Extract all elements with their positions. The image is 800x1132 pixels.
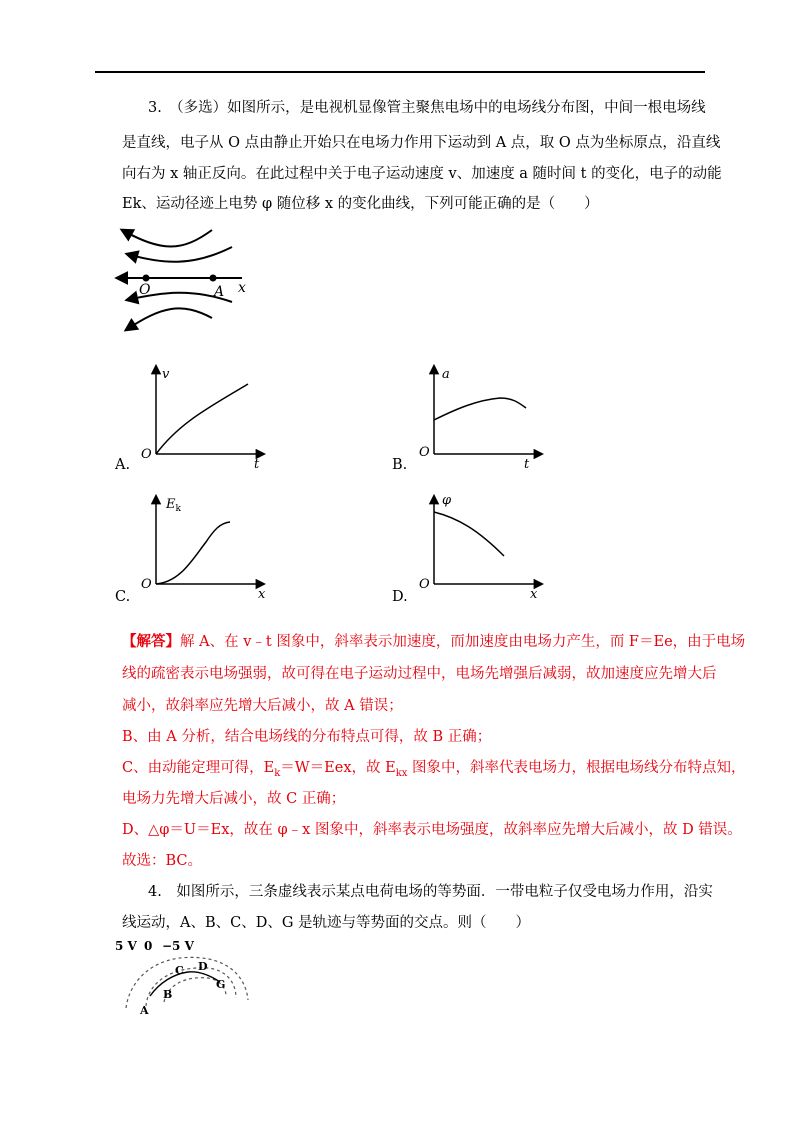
y-label: a [442,367,450,382]
option-d-graph [418,490,558,600]
x-label: x [530,587,538,602]
answer-tag: 【解答】 [122,633,180,650]
y-label: v [162,367,170,382]
label-o: O [139,282,151,298]
q3-line-3: 向右为 x 轴正反向。在此过程中关于电子运动速度 v、加速度 a 随时间 t 的变化，电子的动能 [122,166,722,182]
point-a-label: A [140,1004,149,1017]
label-a: A [214,284,225,300]
y-label: φ [442,493,452,508]
answer-a-line-1: 【解答】解 A、在 v﹣t 图象中，斜率表示加速度，而加速度由电场力产生，而 F＝Ee，由于电场 [122,633,746,650]
option-b-letter: B. [392,457,408,473]
point-b-label: B [163,988,173,1001]
curve-v-t [156,384,248,454]
point-g-label: G [216,978,226,991]
q3-line-4: Ek、运动径迹上电势 φ 随位移 x 的变化曲线，下列可能正确的是（ ） [122,196,599,212]
answer-b: B、由 A 分析，结合电场线的分布特点可得，故 B 正确； [122,729,492,745]
answer-c-line-1: C、由动能定理可得，$E_k=W=Eex$，故 $E_{kx}$ 图象中，斜率代表电场力，根据电场线分布特点知， [122,760,746,779]
x-label: t [254,457,260,472]
origin-label: O [141,577,152,592]
x-label: x [258,587,266,602]
q3-line-2: 是直线，电子从 O 点由静止开始只在电场力作用下运动到 A 点，取 O 点为坐标原点，沿直线 [122,135,721,151]
label-neg5v: −5 V [162,939,194,953]
y-label: $E_k$ [166,497,181,514]
q4-line-1: 4. 如图所示，三条虚线表示某点电荷电场的等势面．一带电粒子仅受电场力作用，沿实 [148,884,713,900]
field-line-top-outer [122,230,212,247]
q3-line-1: 3. （多选）如图所示，是电视机显像管主聚焦电场中的电场线分布图，中间一根电场线 [148,100,706,116]
option-a-graph [140,362,280,472]
field-line-top-inner [127,247,232,262]
q4-line-2: 线运动，A、B、C、D、G 是轨迹与等势面的交点。则（ ） [122,915,531,931]
origin-label: O [141,447,152,462]
answer-choice: 故选：BC。 [122,853,203,869]
origin-label: O [419,445,430,460]
point-d-label: D [198,960,208,973]
label-0v: 0 [144,939,153,953]
answer-a-line-2: 线的疏密表示电场强弱，故可得在电子运动过程中，电场先增强后减弱，故加速度应先增大后 [122,666,717,682]
point-o [143,275,150,282]
curve-phi-x [434,512,504,556]
label-x: x [238,280,246,296]
option-b-graph [418,362,558,472]
point-c-label: C [175,964,184,977]
option-c-letter: C. [115,589,131,605]
answer-a-line-3: 减小，故斜率应先增大后减小，故 A 错误； [122,698,403,714]
option-c-graph [140,490,280,600]
equipotential-5v [126,957,248,1008]
curve-a-t [434,398,526,420]
origin-label: O [419,577,430,592]
curve-ek-x [156,522,230,584]
field-line-bottom-outer [126,308,212,330]
label-5v: 5 V [115,939,137,953]
option-d-letter: D. [392,589,408,605]
answer-d: D、△φ＝U＝Ex，故在 φ﹣x 图象中，斜率表示电场强度，故斜率应先增大后减小，故 D 错误。 [122,822,742,838]
trajectory [150,972,220,996]
point-a [210,275,217,282]
x-label: t [524,457,530,472]
q3-field-figure [112,222,257,337]
option-a-letter: A. [115,457,131,473]
q4-equipotential-figure [112,938,257,1020]
header-rule [95,71,705,73]
answer-c-line-2: 电场力先增大后减小，故 C 正确； [122,791,346,807]
